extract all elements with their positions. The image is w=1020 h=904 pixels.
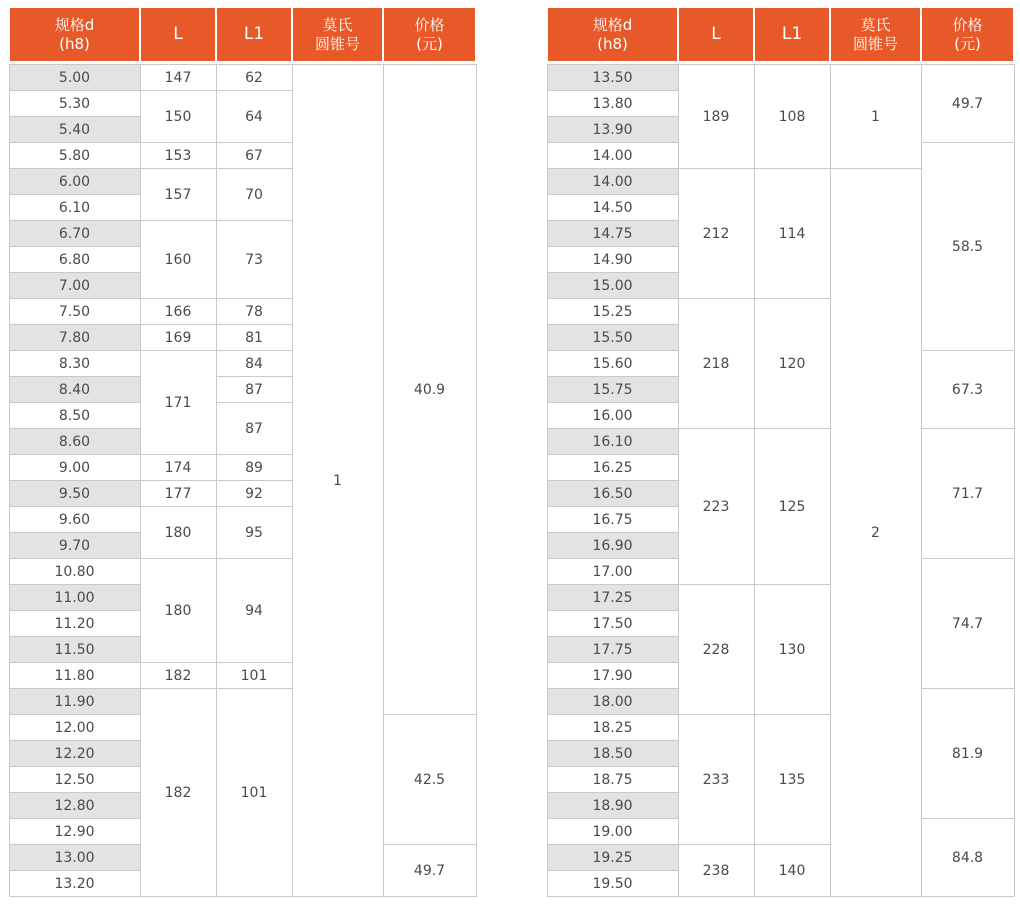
l1-cell: 62 bbox=[216, 65, 292, 91]
spec-d-cell: 14.50 bbox=[547, 195, 678, 221]
l1-cell: 78 bbox=[216, 299, 292, 325]
l1-cell: 87 bbox=[216, 403, 292, 455]
spec-d-cell: 9.70 bbox=[9, 533, 140, 559]
l1-cell: 73 bbox=[216, 221, 292, 299]
spec-d-cell: 17.00 bbox=[547, 559, 678, 585]
l1-cell: 114 bbox=[754, 169, 830, 299]
spec-d-cell: 9.50 bbox=[9, 481, 140, 507]
l-cell: 147 bbox=[140, 65, 216, 91]
spec-d-cell: 6.70 bbox=[9, 221, 140, 247]
l-cell: 180 bbox=[140, 559, 216, 663]
spec-d-cell: 7.80 bbox=[9, 325, 140, 351]
spec-d-cell: 15.75 bbox=[547, 377, 678, 403]
l1-cell: 101 bbox=[216, 689, 292, 897]
spec-d-cell: 9.60 bbox=[9, 507, 140, 533]
l1-cell: 101 bbox=[216, 663, 292, 689]
l-cell: 153 bbox=[140, 143, 216, 169]
price-cell: 49.7 bbox=[921, 65, 1014, 143]
l1-cell: 95 bbox=[216, 507, 292, 559]
price-cell: 74.7 bbox=[921, 559, 1014, 689]
spec-d-cell: 16.10 bbox=[547, 429, 678, 455]
spec-d-cell: 12.90 bbox=[9, 819, 140, 845]
l-cell: 166 bbox=[140, 299, 216, 325]
l-cell: 171 bbox=[140, 351, 216, 455]
spec-d-cell: 8.40 bbox=[9, 377, 140, 403]
spec-d-cell: 14.75 bbox=[547, 221, 678, 247]
table-header-row bbox=[547, 8, 1014, 61]
l-cell: 150 bbox=[140, 91, 216, 143]
spec-d-cell: 8.50 bbox=[9, 403, 140, 429]
spec-d-cell: 12.80 bbox=[9, 793, 140, 819]
l1-cell: 84 bbox=[216, 351, 292, 377]
right-spec-table bbox=[546, 8, 1015, 897]
l1-cell: 108 bbox=[754, 65, 830, 169]
spec-d-cell: 15.00 bbox=[547, 273, 678, 299]
right-table-body bbox=[547, 65, 1014, 897]
spec-d-cell: 16.00 bbox=[547, 403, 678, 429]
spec-d-cell: 18.00 bbox=[547, 689, 678, 715]
spec-d-cell: 19.00 bbox=[547, 819, 678, 845]
spec-d-cell: 5.30 bbox=[9, 91, 140, 117]
header-L1: L1 bbox=[216, 8, 292, 61]
spec-d-cell: 9.00 bbox=[9, 455, 140, 481]
spec-d-cell: 18.50 bbox=[547, 741, 678, 767]
spec-d-cell: 6.10 bbox=[9, 195, 140, 221]
spec-d-cell: 19.25 bbox=[547, 845, 678, 871]
header-morse: 莫氏 圆锥号 bbox=[830, 8, 921, 61]
l1-cell: 70 bbox=[216, 169, 292, 221]
l-cell: 174 bbox=[140, 455, 216, 481]
spec-d-cell: 17.50 bbox=[547, 611, 678, 637]
header-L1: L1 bbox=[754, 8, 830, 61]
spec-d-cell: 7.50 bbox=[9, 299, 140, 325]
spec-d-cell: 15.60 bbox=[547, 351, 678, 377]
morse-cell: 2 bbox=[830, 169, 921, 897]
l-cell: 228 bbox=[678, 585, 754, 715]
price-cell: 81.9 bbox=[921, 689, 1014, 819]
spec-d-cell: 19.50 bbox=[547, 871, 678, 897]
l1-cell: 125 bbox=[754, 429, 830, 585]
table-row bbox=[9, 65, 476, 91]
price-cell: 40.9 bbox=[383, 65, 476, 715]
spec-d-cell: 17.25 bbox=[547, 585, 678, 611]
spec-d-cell: 11.00 bbox=[9, 585, 140, 611]
header-L: L bbox=[140, 8, 216, 61]
spec-d-cell: 13.00 bbox=[9, 845, 140, 871]
spec-d-cell: 11.20 bbox=[9, 611, 140, 637]
l-cell: 233 bbox=[678, 715, 754, 845]
l-cell: 157 bbox=[140, 169, 216, 221]
l1-cell: 89 bbox=[216, 455, 292, 481]
spec-d-cell: 16.50 bbox=[547, 481, 678, 507]
header-spec: 规格d (h8) bbox=[547, 8, 678, 61]
l-cell: 180 bbox=[140, 507, 216, 559]
l1-cell: 81 bbox=[216, 325, 292, 351]
spec-d-cell: 5.40 bbox=[9, 117, 140, 143]
spec-d-cell: 17.75 bbox=[547, 637, 678, 663]
spec-d-cell: 13.50 bbox=[547, 65, 678, 91]
header-L: L bbox=[678, 8, 754, 61]
spec-d-cell: 7.00 bbox=[9, 273, 140, 299]
l1-cell: 67 bbox=[216, 143, 292, 169]
left-spec-table bbox=[8, 8, 477, 897]
price-cell: 67.3 bbox=[921, 351, 1014, 429]
left-table-body bbox=[9, 65, 476, 897]
l-cell: 189 bbox=[678, 65, 754, 169]
header-spec: 规格d (h8) bbox=[9, 8, 140, 61]
morse-cell: 1 bbox=[292, 65, 383, 897]
spec-d-cell: 18.90 bbox=[547, 793, 678, 819]
spec-d-cell: 12.00 bbox=[9, 715, 140, 741]
spec-d-cell: 15.50 bbox=[547, 325, 678, 351]
price-cell: 71.7 bbox=[921, 429, 1014, 559]
spec-d-cell: 15.25 bbox=[547, 299, 678, 325]
spec-d-cell: 6.00 bbox=[9, 169, 140, 195]
l1-cell: 94 bbox=[216, 559, 292, 663]
l-cell: 238 bbox=[678, 845, 754, 897]
spec-d-cell: 16.75 bbox=[547, 507, 678, 533]
l1-cell: 92 bbox=[216, 481, 292, 507]
spec-d-cell: 12.20 bbox=[9, 741, 140, 767]
spec-d-cell: 18.25 bbox=[547, 715, 678, 741]
header-price: 价格 (元) bbox=[383, 8, 476, 61]
price-cell: 58.5 bbox=[921, 143, 1014, 351]
price-cell: 42.5 bbox=[383, 715, 476, 845]
l-cell: 160 bbox=[140, 221, 216, 299]
l-cell: 223 bbox=[678, 429, 754, 585]
spec-d-cell: 10.80 bbox=[9, 559, 140, 585]
spec-d-cell: 6.80 bbox=[9, 247, 140, 273]
spec-d-cell: 8.30 bbox=[9, 351, 140, 377]
spec-d-cell: 13.20 bbox=[9, 871, 140, 897]
l-cell: 212 bbox=[678, 169, 754, 299]
spec-d-cell: 18.75 bbox=[547, 767, 678, 793]
l1-cell: 140 bbox=[754, 845, 830, 897]
l-cell: 182 bbox=[140, 689, 216, 897]
l-cell: 169 bbox=[140, 325, 216, 351]
table-header-row bbox=[9, 8, 476, 61]
morse-cell: 1 bbox=[830, 65, 921, 169]
table-row bbox=[547, 429, 1014, 455]
l1-cell: 64 bbox=[216, 91, 292, 143]
spec-d-cell: 13.90 bbox=[547, 117, 678, 143]
spec-d-cell: 12.50 bbox=[9, 767, 140, 793]
spec-d-cell: 14.90 bbox=[547, 247, 678, 273]
l-cell: 177 bbox=[140, 481, 216, 507]
spec-d-cell: 8.60 bbox=[9, 429, 140, 455]
header-morse: 莫氏 圆锥号 bbox=[292, 8, 383, 61]
spec-d-cell: 5.00 bbox=[9, 65, 140, 91]
l1-cell: 120 bbox=[754, 299, 830, 429]
spec-d-cell: 14.00 bbox=[547, 143, 678, 169]
l1-cell: 135 bbox=[754, 715, 830, 845]
spec-d-cell: 5.80 bbox=[9, 143, 140, 169]
l1-cell: 130 bbox=[754, 585, 830, 715]
header-price: 价格 (元) bbox=[921, 8, 1014, 61]
l-cell: 218 bbox=[678, 299, 754, 429]
price-cell: 84.8 bbox=[921, 819, 1014, 897]
l-cell: 182 bbox=[140, 663, 216, 689]
price-cell: 49.7 bbox=[383, 845, 476, 897]
l1-cell: 87 bbox=[216, 377, 292, 403]
spec-d-cell: 16.90 bbox=[547, 533, 678, 559]
spec-d-cell: 17.90 bbox=[547, 663, 678, 689]
spec-d-cell: 13.80 bbox=[547, 91, 678, 117]
spec-d-cell: 14.00 bbox=[547, 169, 678, 195]
spec-d-cell: 11.90 bbox=[9, 689, 140, 715]
spec-d-cell: 11.50 bbox=[9, 637, 140, 663]
spec-d-cell: 11.80 bbox=[9, 663, 140, 689]
spec-d-cell: 16.25 bbox=[547, 455, 678, 481]
table-row bbox=[547, 65, 1014, 91]
